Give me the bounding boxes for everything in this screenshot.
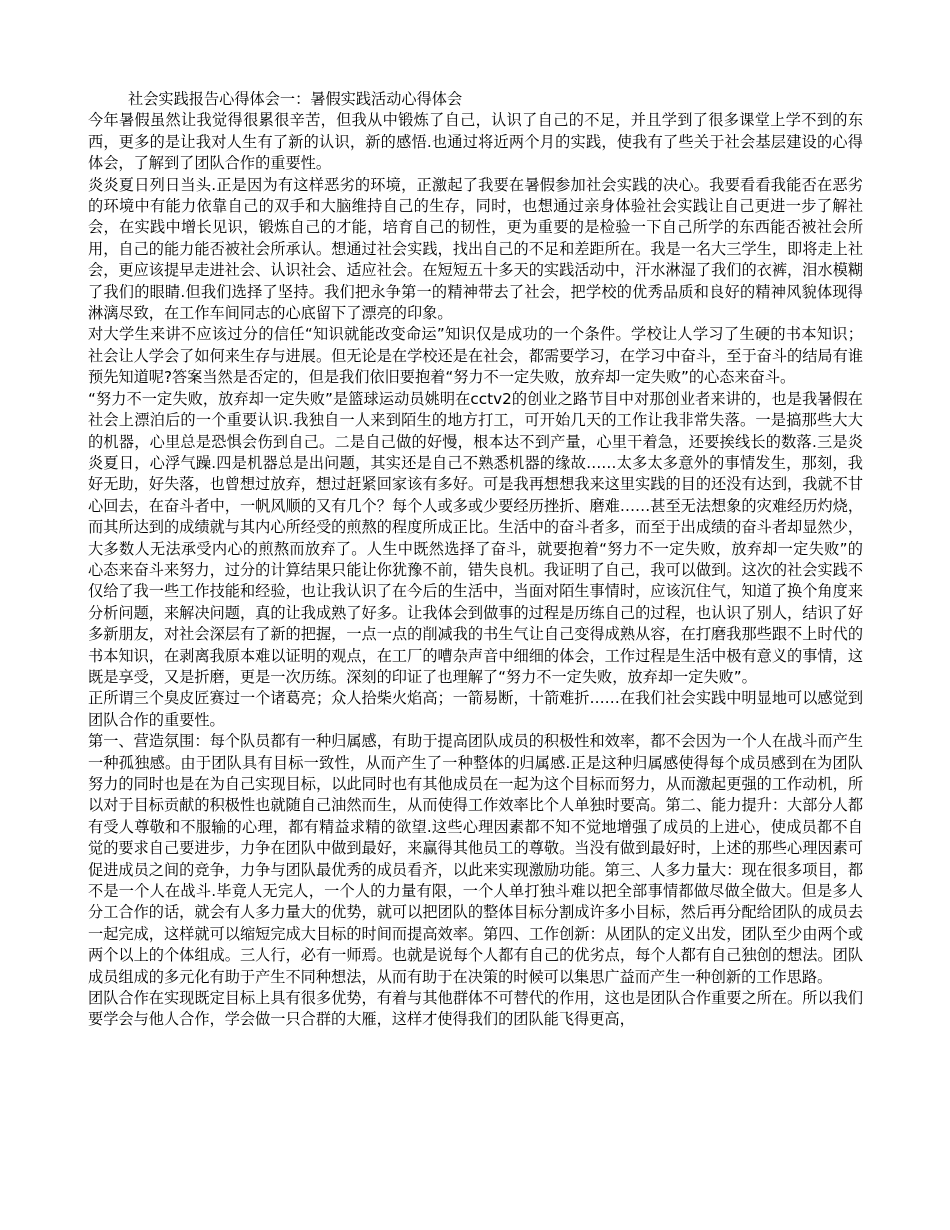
paragraph-effort-not-failure: “努力不一定失败，放弃却一定失败”是篮球运动员姚明在cctv2的创业之路节目中对那创业者来讲的，也是我暑假在社会上漂泊后的一个重要认识.我独自一人来到陌生的地方打工，可开始几天的工作让我非常失落。一是搞那些大大的机器，心里总是恐惧会伤到自己。二是自己做的好慢，根本达不到产量，心里干着急，还要挨线长的数落.三是炎炎夏日，心浮气躁.四是机器总是出问题，其实还是自己不熟悉机器的缘故……太多太多意外的事情发生，那刻，我好无助，好失落，也曾想过放弃，想过赶紧回家该有多好。可是我再想想我来这里实践的目的还没有达到，我就不甘心回去，在奋斗者中，一帆风顺的又有几个？每个人或多或少要经历挫折、磨难……甚至无法想象的灾难经历灼烧，而其所达到的成绩就与其内心所经受的煎熬的程度所成正比。生活中的奋斗者多，而至于出成绩的奋斗者却显然少，大多数人无法承受内心的煎熬而放弃了。人生中既然选择了奋斗，就要抱着“努力不一定失败，放弃却一定失败”的心态来奋斗来努力，过分的计算结果只能让你犹豫不前，错失良机。我证明了自己，我可以做到。这次的社会实践不仅给了我一些工作技能和经验，也让我认识了在今后的生活中，当面对陌生事情时，应该沉住气，知道了换个角度来分析问题，来解决问题，真的让我成熟了好多。让我体会到做事的过程是历练自己的过程，也认识了别人，结识了好多新朋友，对社会深层有了新的把握，一点一点的削减我的书生气让自己变得成熟从容，在打磨我那些跟不上时代的书本知识，在剥离我原本难以证明的观点，在工厂的嘈杂声音中细细的体会，工作过程是生活中极有意义的事情，这既是享受，又是折磨，更是一次历练。深刻的印证了也理解了“努力不一定失败，放弃却一定失败”。 [88,389,863,686]
paragraph-teamwork-points: 第一、营造氛围：每个队员都有一种归属感，有助于提高团队成员的积极性和效率，都不会因为一个人在战斗而产生一种孤独感。由于团队具有目标一致性，从而产生了一种整体的归属感.正是这种归属感使得每个成员感到在为团队努力的同时也是在为自己实现目标，以此同时也有其他成员在一起为这个目标而努力，从而激起更强的工作动机，所以对于目标贡献的积极性也就随自己油然而生，从而使得工作效率比个人单独时要高。第二、能力提升：大部分人都有受人尊敬和不服输的心理，都有精益求精的欲望.这些心理因素都不知不觉地增强了成员的上进心，使成员都不自觉的要求自己要进步，力争在团队中做到最好，来赢得其他员工的尊敬。当没有做到最好时，上述的那些心理因素可促进成员之间的竞争，力争与团队最优秀的成员看齐，以此来实现激励功能。第三、人多力量大：现在很多项目，都不是一个人在战斗.毕竟人无完人，一个人的力量有限，一个人单打独斗难以把全部事情都做尽做全做大。但是多人分工合作的话，就会有人多力量大的优势，就可以把团队的整体目标分割成许多小目标，然后再分配给团队的成员去一起完成，这样就可以缩短完成大目标的时间而提高效率。第四、工作创新：从团队的定义出发，团队至少由两个或两个以上的个体组成。三人行，必有一师焉。也就是说每个人都有自己的优劣点，每个人都有自己独创的想法。团队成员组成的多元化有助于产生不同种想法，从而有助于在决策的时候可以集思广益而产生一种创新的工作思路。 [88,732,863,986]
paragraph-intro: 今年暑假虽然让我觉得很累很辛苦，但我从中锻炼了自己，认识了自己的不足，并且学到了很多课堂上学不到的东西，更多的是让我对人生有了新的认识，新的感悟.也通过将近两个月的实践，使我有了些关于社会基层建设的心得体会，了解到了团队合作的重要性。 [88,111,863,173]
paragraph-teamwork-proverbs: 正所谓三个臭皮匠赛过一个诸葛亮；众人拾柴火焰高；一箭易断，十箭难折……在我们社会实践中明显地可以感觉到团队合作的重要性。 [88,689,863,729]
paragraph-summer-resolve: 炎炎夏日列日当头.正是因为有这样恶劣的环境，正激起了我要在暑假参加社会实践的决心。我要看看我能否在恶劣的环境中有能力依靠自己的双手和大脑维持自己的生存，同时，也想通过亲身体验社会实践让自己更进一步了解社会，在实践中增长见识，锻炼自己的才能，培育自己的韧性，更为重要的是检验一下自己所学的东西能否被社会所用，自己的能力能否被社会所承认。想通过社会实践，找出自己的不足和差距所在。我是一名大三学生，即将走上社会，更应该提早走进社会、认识社会、适应社会。在短短五十多天的实践活动中，汗水淋湿了我们的衣裤，泪水模糊了我们的眼睛.但我们选择了坚持。我们把永争第一的精神带去了社会，把学校的优秀品质和良好的精神风貌体现得淋漓尽致，在工作车间同志的心底留下了漂亮的印象。 [88,175,863,323]
document-title: 社会实践报告心得体会一：暑假实践活动心得体会 [128,90,463,108]
paragraph-conclusion: 团队合作在实现既定目标上具有很多优势，有着与其他群体不可替代的作用，这也是团队合作重要之所在。所以我们要学会与他人合作，学会做一只合群的大雁，这样才使得我们的团队能飞得更高， [88,989,863,1029]
document-page [88,89,863,1031]
paragraph-knowledge-and-destiny: 对大学生来讲不应该过分的信任“知识就能改变命运”知识仅是成功的一个条件。学校让人学习了生硬的书本知识；社会让人学会了如何来生存与进展。但无论是在学校还是在社会，都需要学习，在学习中奋斗，至于奋斗的结局有谁预先知道呢?答案当然是否定的，但是我们依旧要抱着“努力不一定失败，放弃却一定失败”的心态来奋斗。 [88,325,863,387]
